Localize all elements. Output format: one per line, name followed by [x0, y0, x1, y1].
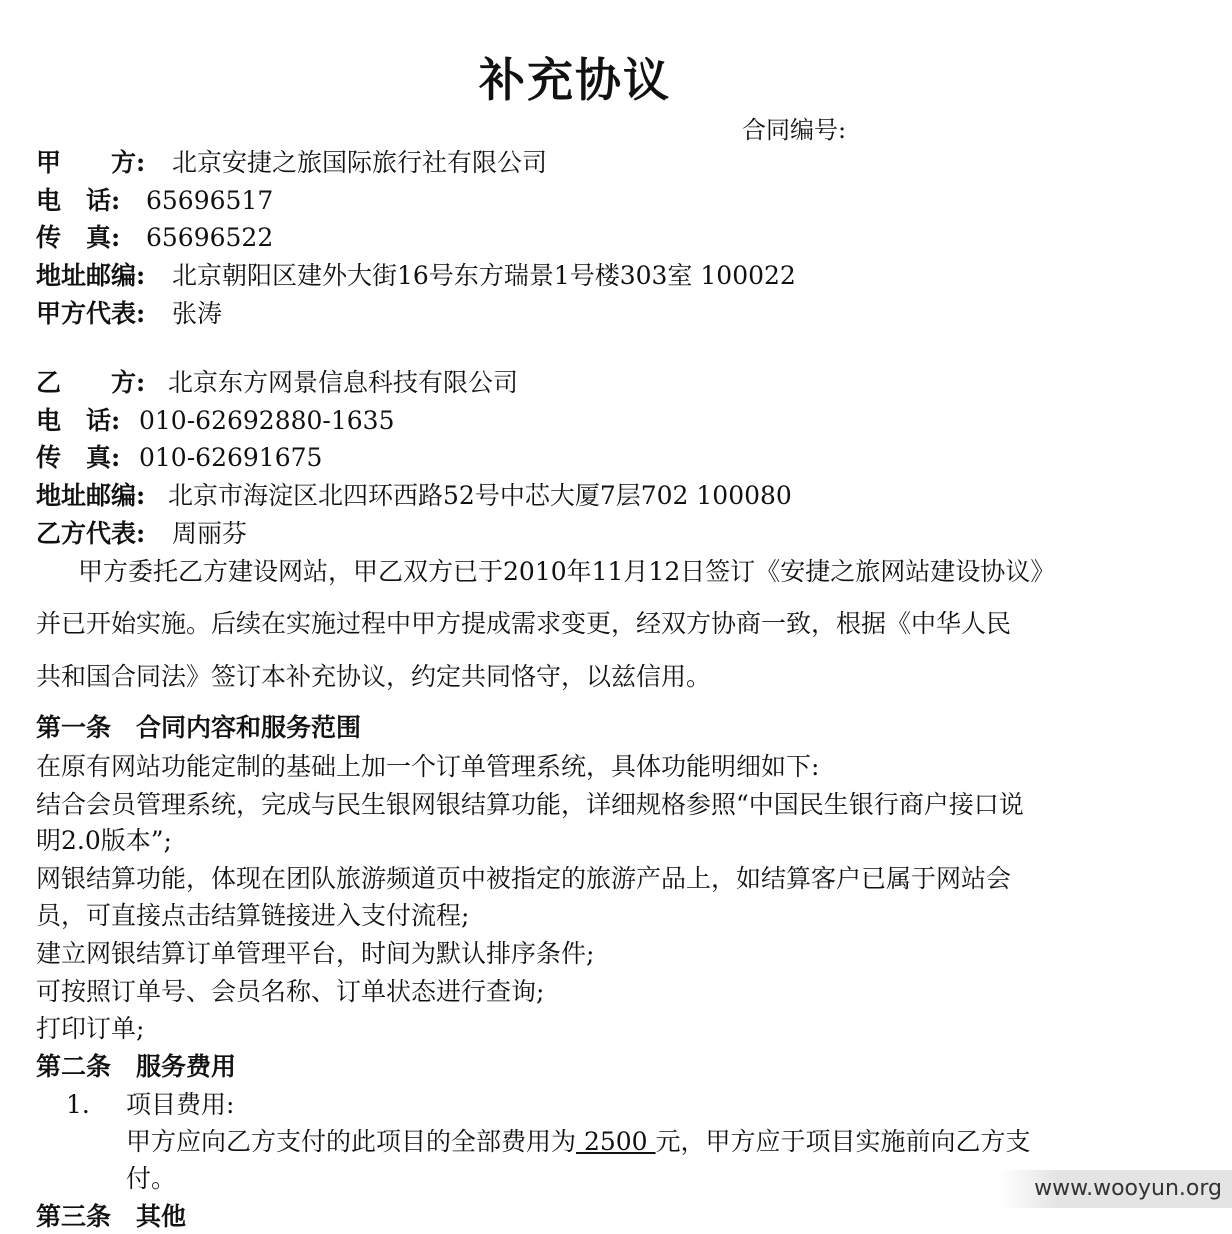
intro-line-3: 共和国合同法》签订本补充协议，约定共同恪守，以兹信用。 [36, 662, 712, 691]
party-b-fax-label: 传 真: [36, 443, 121, 472]
party-b-fax: 010-62691675 [139, 443, 323, 472]
party-a-phone: 65696517 [146, 186, 274, 215]
party-b-rep-label: 乙方代表: [36, 519, 146, 548]
party-b-address: 北京市海淀区北四环西路52号中芯大厦7层702 100080 [168, 481, 792, 510]
party-a-address: 北京朝阳区建外大街16号东方瑞景1号楼303室 100022 [172, 261, 796, 290]
article-1-line: 可按照订单号、会员名称、订单状态进行查询; [36, 977, 545, 1006]
watermark: www.wooyun.org [1000, 1170, 1232, 1208]
party-b-phone-row [36, 404, 394, 438]
party-b-rep-row [36, 517, 247, 551]
article-1-line: 网银结算功能，体现在团队旅游频道页中被指定的旅游产品上，如结算客户已属于网站会 [36, 864, 1012, 893]
fee-text-before: 甲方应向乙方支付的此项目的全部费用为 [126, 1127, 577, 1156]
party-a-label: 甲 方: [36, 148, 146, 177]
contract-number-label: 合同编号: [742, 116, 847, 144]
party-a-address-row [36, 259, 796, 293]
article-1-line: 明2.0版本”; [36, 826, 172, 855]
intro-line-1: 甲方委托乙方建设网站，甲乙双方已于2010年11月12日签订《安捷之旅网站建设协议》 [78, 557, 1056, 586]
article-1-line: 打印订单; [36, 1014, 145, 1043]
fee-text-row [126, 1125, 1031, 1159]
party-a-row [36, 146, 547, 180]
party-a-rep: 张涛 [172, 299, 223, 328]
fee-amount: 2500 [576, 1127, 656, 1156]
fee-item-row [66, 1088, 234, 1122]
article-1-line: 建立网银结算订单管理平台，时间为默认排序条件; [36, 939, 595, 968]
party-b-address-row [36, 479, 792, 513]
party-a-fax: 65696522 [146, 223, 274, 252]
party-b-row [36, 366, 518, 400]
party-b-address-label: 地址邮编: [36, 481, 146, 510]
article-3-heading: 第三条 其他 [36, 1202, 187, 1231]
party-a-fax-label: 传 真: [36, 223, 121, 252]
party-a-rep-label: 甲方代表: [36, 299, 146, 328]
party-b-fax-row [36, 441, 322, 475]
article-1-line: 结合会员管理系统，完成与民生银网银结算功能，详细规格参照“中国民生银行商户接口说 [36, 790, 1024, 819]
fee-text-line-2: 付。 [126, 1164, 177, 1193]
article-1-line: 在原有网站功能定制的基础上加一个订单管理系统，具体功能明细如下: [36, 752, 820, 781]
party-b-name: 北京东方网景信息科技有限公司 [168, 368, 519, 397]
party-a-phone-label: 电 话: [36, 186, 121, 215]
party-a-phone-row [36, 184, 273, 218]
party-a-name: 北京安捷之旅国际旅行社有限公司 [172, 148, 548, 177]
fee-item-number: 1. [66, 1090, 90, 1119]
document-title: 补充协议 [479, 53, 671, 107]
article-1-heading: 第一条 合同内容和服务范围 [36, 713, 362, 742]
party-b-phone-label: 电 话: [36, 406, 121, 435]
article-1-line: 员，可直接点击结算链接进入支付流程; [36, 901, 470, 930]
intro-line-2: 并已开始实施。后续在实施过程中甲方提成需求变更，经双方协商一致，根据《中华人民 [36, 609, 1012, 638]
party-b-phone: 010-62692880-1635 [139, 406, 395, 435]
fee-text-after: 元，甲方应于项目实施前向乙方支 [655, 1127, 1031, 1156]
party-a-fax-row [36, 221, 273, 255]
article-2-heading: 第二条 服务费用 [36, 1052, 237, 1081]
fee-item-label: 项目费用: [126, 1090, 235, 1119]
party-a-address-label: 地址邮编: [36, 261, 146, 290]
party-b-label: 乙 方: [36, 368, 146, 397]
party-b-rep: 周丽芬 [172, 519, 248, 548]
party-a-rep-row [36, 297, 222, 331]
